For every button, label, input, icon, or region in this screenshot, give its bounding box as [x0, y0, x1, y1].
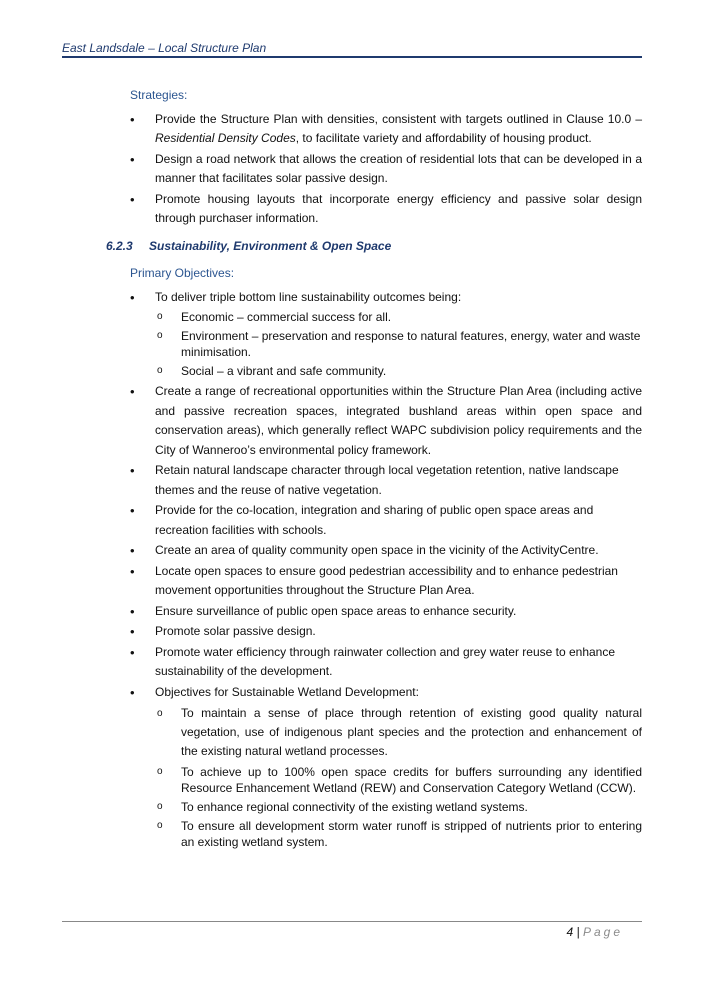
list-item: • Ensure surveillance of public open space areas to enhance security.: [130, 602, 642, 622]
list-item: • Promote housing layouts that incorporate energy efficiency and passive solar design through purchaser information.: [130, 190, 642, 229]
sub-list-item: o Economic – commercial success for all.: [155, 309, 642, 325]
page-footer: [566, 925, 623, 939]
list-item: • Design a road network that allows the creation of residential lots that can be developed in a manner that facilitates solar passive design.: [130, 150, 642, 189]
page-label: Page: [582, 925, 623, 939]
list-item: [130, 288, 642, 380]
sub-list-item: o To ensure all development storm water runoff is stripped of nutrients prior to entering an existing wetland system.: [155, 818, 642, 850]
list-item: [130, 683, 642, 851]
footer-divider: [62, 921, 642, 922]
primary-objectives-heading: Primary Objectives:: [130, 266, 235, 280]
list-item-text: , to facilitate variety and affordability of housing product.: [295, 131, 592, 145]
section-number: 6.2.3: [106, 238, 133, 253]
sub-list-item: o To maintain a sense of place through retention of existing good quality natural vegetation, use of indigenous plant species and the protection and enhancement of the existing natural wetland processes.: [155, 704, 642, 761]
list-item-emphasis: Residential Density Codes: [155, 131, 296, 145]
section-title: Sustainability, Environment & Open Space: [149, 238, 392, 253]
wetland-sub-list: [155, 704, 642, 850]
list-item-text: To deliver triple bottom line sustainability outcomes being:: [155, 289, 462, 304]
list-item: • Create a range of recreational opportunities within the Structure Plan Area (including active and passive recreation spaces, integrated bushland areas within open space and conservation areas), which generally reflect WAPC subdivision policy requirements and the City of Wanneroo’s environmental policy framework.: [130, 382, 642, 460]
strategies-list: [130, 110, 642, 229]
list-item: • Provide for the co-location, integration and sharing of public open space areas and recreation facilities with schools.: [130, 501, 642, 540]
primary-objectives-list: [130, 288, 642, 851]
header-divider: [62, 56, 642, 58]
page-separator: |: [576, 925, 580, 939]
list-item-text: Objectives for Sustainable Wetland Development:: [155, 684, 419, 699]
list-item: • Promote water efficiency through rainwater collection and grey water reuse to enhance sustainability of the development.: [130, 643, 642, 682]
document-header-title: East Landsdale – Local Structure Plan: [62, 41, 267, 55]
sub-list-item: o Environment – preservation and response to natural features, energy, water and waste minimisation.: [155, 328, 642, 360]
list-item: • Retain natural landscape character through local vegetation retention, native landscape themes and the reuse of native vegetation.: [130, 461, 642, 500]
page-number: 4: [566, 925, 574, 939]
sub-list: [155, 309, 642, 379]
sub-list-item: o To achieve up to 100% open space credits for buffers surrounding any identified Resource Enhancement Wetland (REW) and Conservation Category Wetland (CCW).: [155, 764, 642, 796]
list-item: [130, 110, 642, 149]
sub-list-item: o Social – a vibrant and safe community.: [155, 363, 642, 379]
list-item: • Locate open spaces to ensure good pedestrian accessibility and to enhance pedestrian movement opportunities throughout the Structure Plan Area.: [130, 562, 642, 601]
list-item: • Promote solar passive design.: [130, 622, 642, 642]
section-heading: [106, 237, 618, 257]
page-content: [106, 86, 642, 853]
strategies-heading: Strategies:: [130, 88, 188, 102]
list-item: • Create an area of quality community open space in the vicinity of the ActivityCentre.: [130, 541, 642, 561]
sub-list-item: o To enhance regional connectivity of the existing wetland systems.: [155, 799, 642, 815]
list-item-text: Provide the Structure Plan with densities, consistent with targets outlined in Clause 10.0 –: [155, 111, 642, 126]
